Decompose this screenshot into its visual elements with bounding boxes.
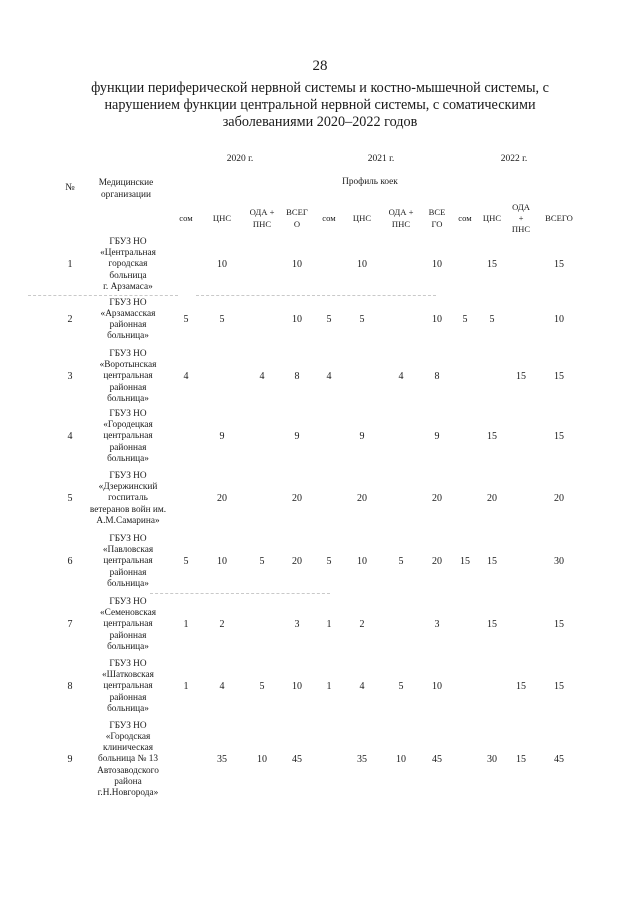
bed-count-cell: 9 [359, 431, 365, 442]
profile-column-header-line: ВСЕГ [286, 207, 308, 218]
bed-count-cell: 5 [183, 556, 189, 567]
column-organization-header [88, 178, 164, 201]
bed-count-cell: 5 [398, 556, 404, 567]
bed-count-cell: 1 [183, 619, 189, 630]
row-number: 4 [67, 431, 73, 442]
bed-count-cell: 9 [219, 431, 225, 442]
bed-count-cell: 10 [432, 681, 442, 692]
organization-name-line: ГБУЗ НО [109, 534, 147, 544]
organization-name [78, 349, 178, 405]
bed-count-cell: 5 [398, 681, 404, 692]
bed-count-cell: 5 [462, 314, 468, 325]
organization-name-line: больница [109, 270, 147, 281]
bed-count-cell: 20 [432, 493, 442, 504]
organization-name-line: ГБУЗ НО [109, 349, 147, 359]
organization-name-line: ветеранов войн им. [89, 504, 167, 515]
organization-name-line: «Арзамасская [100, 308, 156, 319]
bed-profile-header: Профиль коек [342, 177, 398, 187]
bed-count-cell: 20 [554, 493, 564, 504]
bed-count-cell: 30 [487, 754, 497, 765]
bed-count-cell: 10 [217, 556, 227, 567]
bed-count-cell: 10 [292, 259, 302, 270]
bed-count-cell: 10 [292, 314, 302, 325]
bed-count-cell: 20 [292, 493, 302, 504]
bed-count-cell: 4 [326, 371, 332, 382]
bed-count-cell: 10 [357, 259, 367, 270]
organization-name-line: ГБУЗ НО [109, 471, 147, 481]
scan-artifact-line [196, 295, 436, 296]
bed-count-cell: 4 [183, 371, 189, 382]
bed-count-cell: 10 [432, 314, 442, 325]
organization-name-line: «Городская [105, 732, 151, 742]
row-number: 5 [67, 493, 73, 504]
heading-line-2: нарушением функции центральной нервной системы, с соматическими [104, 97, 536, 113]
heading-line-1: функции периферической нервной системы и костно-мышечной системы, с [91, 80, 549, 96]
profile-column-header-line: О [293, 218, 301, 229]
organization-name-line: ГБУЗ НО [109, 720, 147, 731]
bed-count-cell: 45 [554, 754, 564, 765]
bed-count-cell: 15 [516, 754, 526, 765]
organization-name-line: «Семеновская [100, 608, 156, 619]
bed-count-cell: 5 [183, 314, 189, 325]
bed-count-cell: 15 [487, 556, 497, 567]
organization-name-line: «Центральная [100, 248, 156, 259]
bed-count-cell: 15 [554, 259, 564, 270]
organization-name-line: района [114, 776, 142, 787]
organization-name-line: ГБУЗ НО [109, 409, 147, 419]
bed-count-cell: 20 [357, 493, 367, 504]
bed-count-cell: 15 [487, 259, 497, 270]
bed-count-cell: 5 [259, 556, 265, 567]
profile-column-header-line: + [518, 213, 524, 223]
bed-count-cell: 10 [257, 754, 267, 765]
heading-line-3: заболеваниями 2020–2022 годов [222, 114, 418, 130]
profile-column-header-line: сом [322, 213, 336, 223]
organization-name-line: ГБУЗ НО [109, 659, 147, 669]
bed-count-cell: 5 [219, 314, 225, 325]
organization-name-line: районная [109, 442, 147, 453]
bed-count-cell: 15 [487, 619, 497, 630]
organization-name [78, 237, 178, 293]
organization-name [78, 298, 178, 343]
profile-column-header-line: ЦНС [482, 213, 502, 223]
profile-column-header-line: ОДА [512, 201, 530, 212]
organization-name-line: районная [109, 320, 147, 330]
bed-count-cell: 15 [554, 431, 564, 442]
column-organization-header-line: организации [101, 189, 151, 200]
bed-count-cell: 2 [219, 619, 225, 630]
organization-name-line: больница № 13 [97, 754, 158, 765]
organization-name-line: районная [109, 630, 147, 641]
bed-count-cell: 10 [554, 314, 564, 325]
column-organization-header-line: Медицинские [98, 178, 154, 188]
scan-artifact-line [28, 295, 178, 296]
column-number-header: № [65, 182, 75, 193]
bed-count-cell: 5 [489, 314, 495, 325]
profile-column-header-line: сом [179, 213, 193, 223]
profile-column-header-line: ПНС [511, 224, 531, 235]
profile-column-header-line: ГО [431, 218, 443, 229]
profile-column-header-line: ВСЕ [428, 207, 446, 218]
organization-name-line: клиническая [102, 743, 154, 754]
organization-name-line: А.М.Самарина» [96, 515, 160, 526]
bed-count-cell: 10 [432, 259, 442, 270]
scan-artifact-line [150, 593, 330, 594]
organization-name [78, 659, 178, 715]
bed-count-cell: 10 [357, 556, 367, 567]
bed-count-cell: 20 [487, 493, 497, 504]
bed-count-cell: 15 [554, 619, 564, 630]
organization-name-line: районная [109, 382, 147, 393]
organization-name-line: ГБУЗ НО [109, 297, 147, 308]
organization-name-line: центральная [103, 431, 153, 442]
bed-count-cell: 1 [326, 619, 332, 630]
bed-count-cell: 30 [554, 556, 564, 567]
profile-column-header-line: ПНС [391, 218, 411, 229]
organization-name-line: центральная [103, 681, 153, 692]
bed-count-cell: 1 [183, 681, 189, 692]
row-number: 6 [67, 556, 73, 567]
profile-column-header-line: ПНС [252, 218, 272, 229]
organization-name-line: госпиталь [108, 493, 148, 504]
bed-count-cell: 9 [294, 431, 300, 442]
organization-name-line: г.Н.Новгорода» [97, 788, 159, 799]
organization-name-line: «Шатковская [102, 670, 154, 681]
bed-count-cell: 15 [554, 681, 564, 692]
profile-column-header [340, 213, 384, 224]
bed-count-cell: 8 [434, 371, 440, 382]
bed-count-cell: 3 [294, 619, 300, 630]
profile-column-header-line: ВСЕГО [545, 213, 573, 223]
organization-name-line: ГБУЗ НО [109, 597, 147, 607]
year-2022-header: 2022 г. [500, 154, 528, 164]
profile-column-header [200, 213, 244, 224]
organization-name-line: больница» [107, 578, 149, 589]
bed-count-cell: 5 [259, 681, 265, 692]
organization-name [78, 597, 178, 653]
bed-count-cell: 45 [432, 754, 442, 765]
bed-count-cell: 35 [217, 754, 227, 765]
bed-count-cell: 35 [357, 754, 367, 765]
organization-name-line: больница» [107, 641, 149, 652]
bed-count-cell: 4 [219, 681, 225, 692]
year-2021-header: 2021 г. [367, 154, 395, 164]
bed-count-cell: 2 [359, 619, 365, 630]
bed-count-cell: 15 [554, 371, 564, 382]
profile-column-header-line: ОДА + [388, 207, 414, 218]
organization-name [78, 721, 178, 799]
bed-count-cell: 15 [460, 556, 470, 567]
organization-name-line: больница» [107, 703, 149, 714]
organization-name-line: больница» [107, 331, 149, 342]
profile-column-header-line: ОДА + [249, 207, 275, 218]
organization-name-line: центральная [103, 619, 153, 630]
profile-column-header-line: ЦНС [212, 213, 232, 223]
organization-name-line: «Дзержинский [98, 482, 158, 493]
year-2020-header: 2020 г. [226, 154, 254, 164]
organization-name-line: больница» [107, 393, 149, 404]
bed-count-cell: 9 [434, 431, 440, 442]
row-number: 3 [67, 371, 73, 382]
row-number: 9 [67, 754, 73, 765]
organization-name-line: ГБУЗ НО [109, 237, 147, 247]
bed-count-cell: 15 [516, 681, 526, 692]
organization-name-line: районная [109, 692, 147, 703]
bed-count-cell: 15 [516, 371, 526, 382]
organization-name-line: районная [109, 567, 147, 578]
row-number: 2 [67, 314, 73, 325]
bed-count-cell: 20 [217, 493, 227, 504]
organization-name-line: городская [108, 259, 148, 270]
bed-count-cell: 10 [217, 259, 227, 270]
bed-count-cell: 4 [359, 681, 365, 692]
profile-column-header-line: сом [458, 213, 472, 223]
profile-column-header-line: ЦНС [352, 213, 372, 223]
bed-count-cell: 4 [398, 371, 404, 382]
organization-name-line: центральная [103, 556, 153, 567]
organization-name-line: «Павловская [102, 545, 154, 556]
organization-name-line: больница» [107, 453, 149, 464]
bed-count-cell: 45 [292, 754, 302, 765]
bed-count-cell: 1 [326, 681, 332, 692]
bed-count-cell: 3 [434, 619, 440, 630]
bed-count-cell: 20 [292, 556, 302, 567]
organization-name [78, 534, 178, 590]
bed-count-cell: 10 [292, 681, 302, 692]
bed-count-cell: 20 [432, 556, 442, 567]
bed-count-cell: 10 [396, 754, 406, 765]
organization-name-line: центральная [103, 371, 153, 382]
bed-count-cell: 5 [326, 556, 332, 567]
row-number: 7 [67, 619, 73, 630]
bed-count-cell: 4 [259, 371, 265, 382]
row-number: 8 [67, 681, 73, 692]
organization-name-line: Автозаводского [97, 765, 159, 776]
bed-count-cell: 8 [294, 371, 300, 382]
bed-count-cell: 5 [326, 314, 332, 325]
bed-count-cell: 15 [487, 431, 497, 442]
organization-name [78, 471, 178, 527]
organization-name [78, 409, 178, 465]
profile-column-header [537, 213, 581, 224]
bed-count-cell: 5 [359, 314, 365, 325]
row-number: 1 [67, 259, 73, 270]
organization-name-line: г. Арзамаса» [103, 281, 153, 292]
organization-name-line: «Городецкая [103, 420, 153, 431]
organization-name-line: «Воротынская [99, 360, 157, 371]
page-number: 28 [312, 58, 328, 74]
